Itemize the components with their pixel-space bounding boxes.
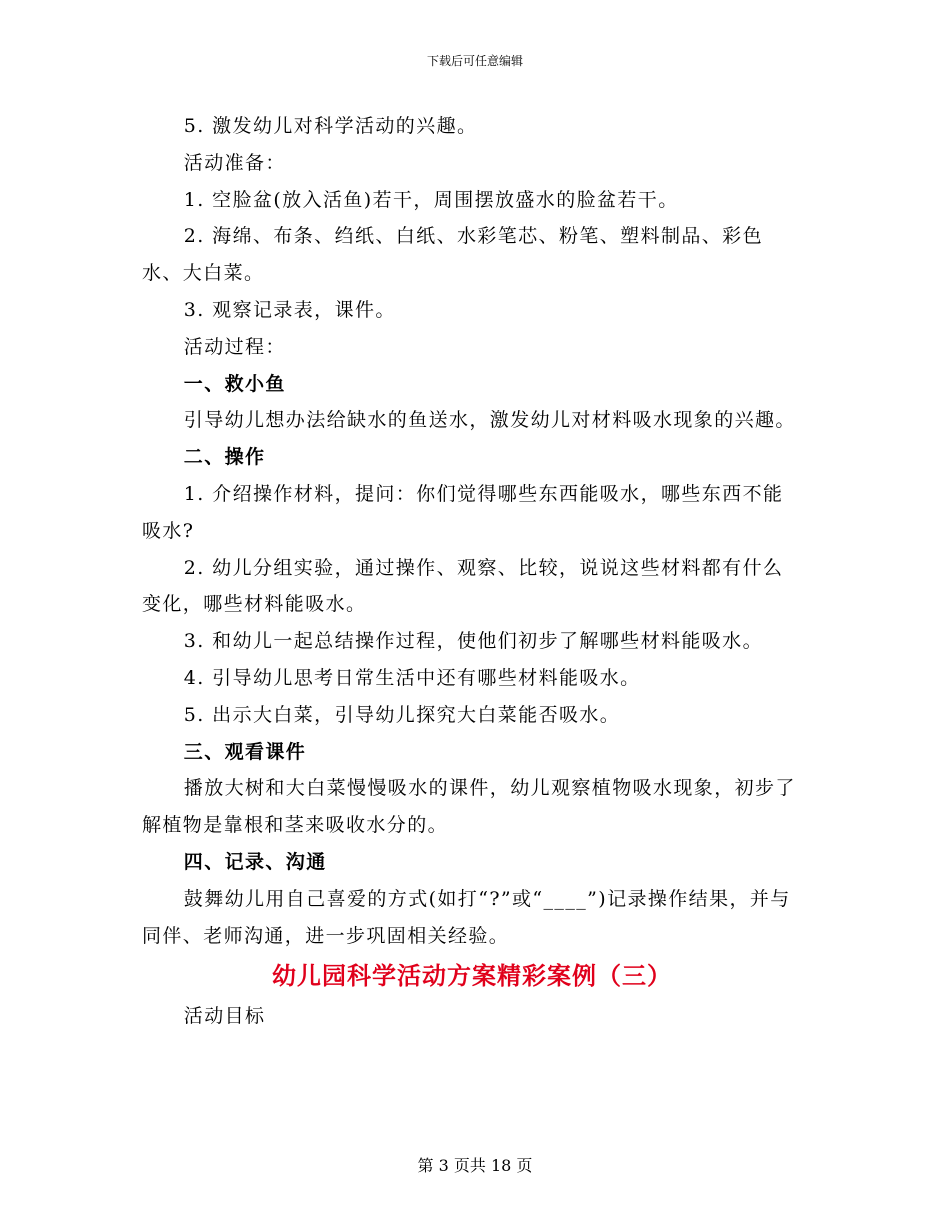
- paragraph-preparation-3: 3. 观察记录表，课件。: [183, 298, 396, 321]
- document-body: [142, 108, 802, 1035]
- heading-step-3: 三、观看课件: [183, 740, 307, 763]
- paragraph-preparation-2: 2. 海绵、布条、绉纸、白纸、水彩笔芯、粉笔、塑料制品、彩色水、大白菜。: [142, 225, 763, 285]
- paragraph-step-2-item-4: 4. 引导幼儿思考日常生活中还有哪些材料能吸水。: [183, 666, 641, 689]
- paragraph-step-2-item-3: 3. 和幼儿一起总结操作过程，使他们初步了解哪些材料能吸水。: [183, 630, 763, 653]
- paragraph-step-3: 播放大树和大白菜慢慢吸水的课件，幼儿观察植物吸水现象，初步了解植物是靠根和茎来吸收水分的。: [142, 777, 796, 837]
- page-header: 下载后可任意编辑: [426, 54, 523, 68]
- paragraph-step-2-item-2: 2. 幼儿分组实验，通过操作、观察、比较，说说这些材料都有什么变化，哪些材料能吸水。: [142, 556, 784, 616]
- paragraph-preparation-1: 1. 空脸盆(放入活鱼)若干，周围摆放盛水的脸盆若干。: [183, 188, 679, 211]
- section-title: 幼儿园科学活动方案精彩案例（三）: [272, 961, 672, 991]
- paragraph-step-1: 引导幼儿想办法给缺水的鱼送水，激发幼儿对材料吸水现象的兴趣。: [183, 409, 796, 432]
- page-footer: 第 3 页共 18 页: [417, 1156, 533, 1175]
- heading-step-2: 二、操作: [183, 446, 266, 469]
- heading-step-4: 四、记录、沟通: [183, 850, 327, 873]
- paragraph-step-2-item-5: 5. 出示大白菜，引导幼儿探究大白菜能否吸水。: [183, 703, 621, 726]
- heading-step-1: 一、救小鱼: [183, 372, 286, 395]
- paragraph-process-label: 活动过程：: [183, 335, 286, 358]
- paragraph-step-2-item-1: 1. 介绍操作材料，提问：你们觉得哪些东西能吸水，哪些东西不能吸水?: [142, 482, 784, 542]
- paragraph-preparation-label: 活动准备：: [183, 151, 286, 174]
- paragraph-objectives-label: 活动目标: [183, 1005, 266, 1028]
- paragraph-goal-5: 5. 激发幼儿对科学活动的兴趣。: [183, 115, 478, 137]
- paragraph-step-4: 鼓舞幼儿用自己喜爱的方式(如打“?”或“____”)记录操作结果，并与同伴、老师沟通，进一步巩固相关经验。: [142, 887, 791, 947]
